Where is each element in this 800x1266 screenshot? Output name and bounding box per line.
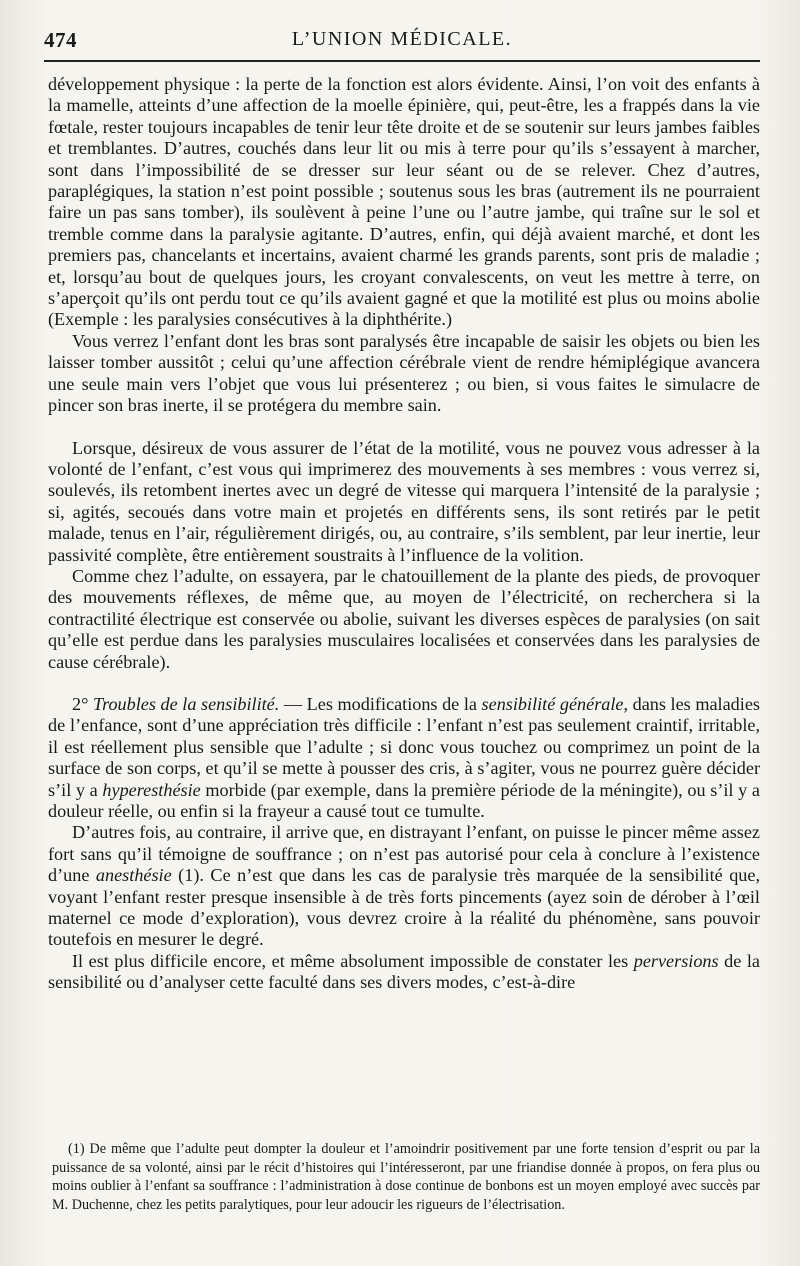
paragraph-7	[48, 951, 760, 994]
paragraph-6-part-b: (1). Ce n’est que dans les cas de paralysie très marquée de la sensibilité que, voyant l’enfant rester presque insensible à de très forts pincements (ayez soin de dérober à l’œil maternel ce mode d’exploration), vous devrez croire à la réalité du phénomène, sans pouvoir toutefois en mesurer le degré.	[48, 865, 760, 950]
page-header	[44, 24, 760, 56]
emphasis-hyperesthesie: hyperesthésie	[102, 779, 201, 800]
paragraph-5-part-b: , dans les maladies de l’enfance, sont d’une appréciation très difficile : l’enfant n’est pas seulement craintif, irritable, il est réellement plus sensible que l’adulte ; si donc vous touchez ou comprimez un point de la surface de son corps, et qu’il se mette à pousser des cris, à s’agiter, vous ne pourrez guère décider s’il y a	[48, 693, 760, 800]
paragraph-7-part-b: de la sensibilité ou d’analyser cette faculté dans ses divers modes, c’est-à-dire	[48, 950, 761, 993]
paragraph-5-part-a: — Les modifications de la	[279, 693, 482, 714]
paragraph-6-part-a: D’autres fois, au contraire, il arrive que, en distrayant l’enfant, on puisse le pincer même assez fort sans qu’il témoigne de souffrance ; on n’est pas autorisé pour cela à conclure à l’existence d’une	[48, 822, 760, 886]
footnotes	[52, 1140, 760, 1214]
emphasis-anesthesie: anesthésie	[95, 865, 172, 886]
section-number: 2°	[72, 693, 93, 714]
page-number: 474	[44, 28, 77, 52]
paragraph-1: développement physique : la perte de la fonction est alors évidente. Ainsi, l’on voit des enfants à la mamelle, atteints d’une affection de la moelle épinière, qui, peut-être, les a frappés dans la vie fœtale, rester toujours incapables de tenir leur tête droite et de se soutenir sur leurs jambes faibles et tremblantes. D’autres, couchés dans leur lit ou mis à terre pour qu’ils s’essayent à marcher, sont dans l’impossibilité de se dresser sur leur séant ou de se relever. Chez d’autres, paraplégiques, la station n’est point possible ; soutenus sous les bras (autrement ils ne pourraient faire un pas sans tomber), ils soulèvent à peine l’une ou l’autre jambe, qui traîne sur le sol et tremble comme dans la paralysie agitante. D’autres, enfin, qui déjà avaient marché, et dont les premiers pas, chancelants et incertains, avaient charmé les grands parents, sont pris de maladie ; et, lorsqu’au bout de quelques jours, les croyant convalescents, on veut les mettre à terre, on s’aperçoit qu’ils ont perdu tout ce qu’ils avaient gagné et que la motilité est plus ou moins abolie (Exemple : les paralysies consécutives à la diphthérite.)	[48, 74, 760, 330]
header-rule	[44, 60, 760, 62]
paragraph-4: Comme chez l’adulte, on essayera, par le chatouillement de la plante des pieds, de provoquer des mouvements réflexes, de même que, au moyen de l’électricité, on recherchera si la contractilité électrique est conservée ou abolie, suivant les diverses espèces de paralysies (on sait qu’elle est perdue dans les paralysies musculaires localisées et conservées dans les paralysies de cause cérébrale).	[48, 565, 760, 672]
running-title: L’UNION MÉDICALE.	[291, 28, 513, 50]
emphasis-perversions: perversions	[633, 950, 719, 971]
paragraph-5	[48, 694, 760, 822]
paragraph-6	[48, 822, 760, 950]
paragraph-7-part-a: Il est plus difficile encore, et même absolument impossible de constater les	[72, 950, 634, 971]
section-heading: Troubles de la sensibilité.	[92, 693, 280, 714]
paragraph-5-part-c: morbide (par exemple, dans la première période de la méningite), ou s’il y a douleur réelle, ou enfin si la frayeur a causé tout ce tumulte.	[48, 779, 760, 821]
paragraph-3: Lorsque, désireux de vous assurer de l’état de la motilité, vous ne pouvez vous adresser à la volonté de l’enfant, c’est vous qui imprimerez des mouvements à ses membres : vous verrez si, soulevés, ils retombent inertes avec un degré de vitesse qui marquera l’intensité de la paralysie ; si, agités, secoués dans votre main et projetés en différents sens, ils sont retirés par le petit malade, tenus en l’air, régulièrement dirigés, ou, au contraire, s’ils semblent, par leur inertie, leur passivité complète, être entièrement soustraits à l’influence de la volition.	[48, 437, 760, 565]
emphasis-sensibilite-generale: sensibilité générale	[481, 693, 624, 714]
footnote-1: (1) De même que l’adulte peut dompter la douleur et l’amoindrir positivement par une forte tension d’esprit ou par la puissance de sa volonté, ainsi par le récit d’histoires qui l’intéresseront, par une friandise donnée à propos, on fera plus ou moins oublier à l’enfant sa souffrance : l’administration à dose continue de bonbons est un moyen employé avec succès par M. Duchenne, chez les petits paralytiques, pour leur adoucir les rigueurs de l’électrisation.	[52, 1141, 760, 1213]
paragraph-2: Vous verrez l’enfant dont les bras sont paralysés être incapable de saisir les objets ou bien les laisser tomber aussitôt ; celui qu’une affection cérébrale vient de rendre hémiplégique avancera une seule main vers l’objet que vous lui présenterez ; ou bien, si vous faites le simulacre de pincer son bras inerte, il se protégera du membre sain.	[48, 330, 760, 416]
body-text	[48, 74, 760, 994]
